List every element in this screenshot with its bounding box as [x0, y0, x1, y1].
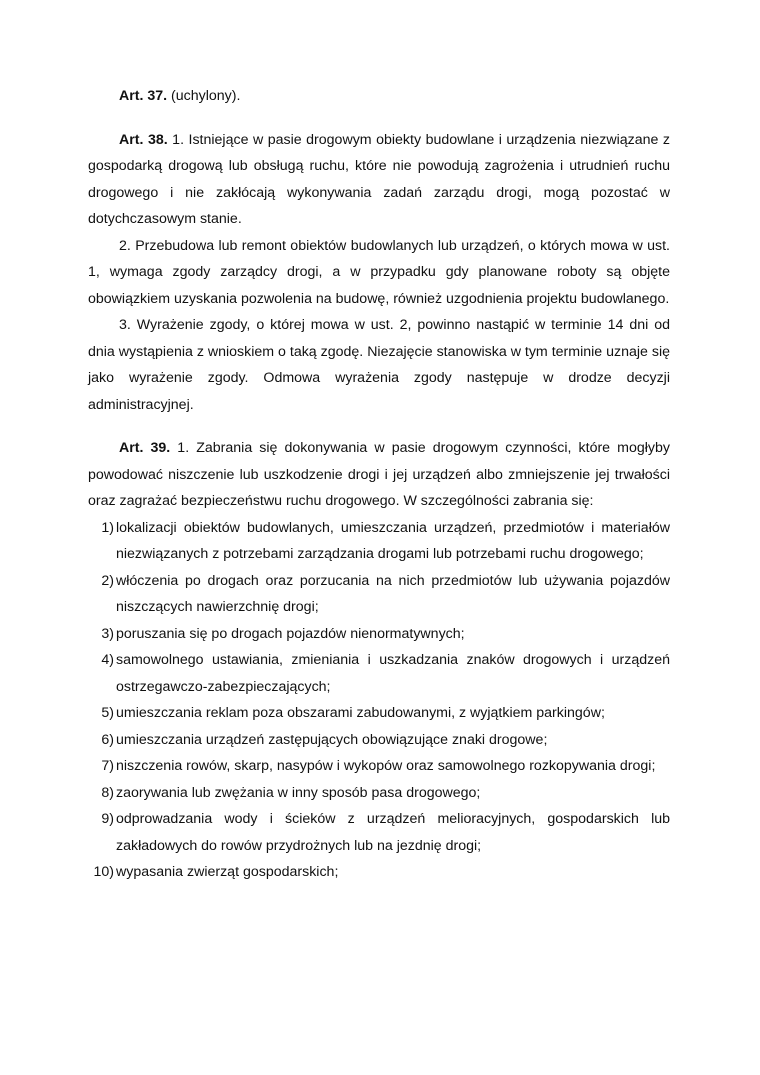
- list-item: [88, 700, 670, 727]
- list-item-text: poruszania się po drogach pojazdów nienormatywnych;: [116, 625, 465, 642]
- list-item-number: 1): [101, 519, 114, 536]
- list-item-text: lokalizacji obiektów budowlanych, umieszczania urządzeń, przedmiotów i materiałów niezwiązanych z potrzebami zarządzania drogami lub potrzebami ruchu drogowego;: [116, 519, 670, 562]
- spacer: [88, 418, 670, 435]
- art-39-par-1-text: 1. Zabrania się dokonywania w pasie drogowym czynności, które mogłyby powodować niszczenie lub uszkodzenie drogi i jej urządzeń albo zmniejszenie jej trwałości oraz zagrażać bezpieczeństwu ruchu drogowego. W szczególności zabrania się:: [88, 440, 670, 509]
- list-item-number: 4): [101, 652, 114, 668]
- art-38-par-1: [88, 127, 670, 233]
- list-item: [88, 515, 670, 568]
- spacer: [88, 110, 670, 127]
- list-item-number: 10): [93, 864, 114, 880]
- art-39-heading: Art. 39.: [119, 440, 171, 456]
- list-item: [88, 568, 670, 621]
- list-item-text: odprowadzania wody i ścieków z urządzeń melioracyjnych, gospodarskich lub zakładowych do rowów przydrożnych lub na jezdnię drogi;: [116, 811, 670, 854]
- art-39-par-1: [88, 435, 670, 515]
- art-38-par-3: 3. Wyrażenie zgody, o której mowa w ust. 2, powinno nastąpić w terminie 14 dni od dnia wystąpienia z wnioskiem o taką zgodę. Niezajęcie stanowiska w tym terminie uznaje się jako wyrażenie zgody. Odmowa wyrażenia zgody następuje w drodze decyzji administracyjnej.: [88, 317, 670, 413]
- list-item-number: 3): [101, 625, 114, 642]
- list-item-number: 7): [101, 758, 114, 774]
- art-38-heading: Art. 38.: [119, 131, 168, 148]
- art-39-prohibition-list: [88, 515, 670, 886]
- list-item: [88, 806, 670, 859]
- art-37-heading: Art. 37.: [119, 88, 168, 104]
- list-item-text: wypasania zwierząt gospodarskich;: [116, 864, 339, 880]
- list-item: [88, 621, 670, 648]
- list-item-text: umieszczania urządzeń zastępujących obowiązujące znaki drogowe;: [116, 731, 548, 748]
- document-page: [88, 83, 670, 886]
- art-37-text: (uchylony).: [167, 88, 241, 104]
- list-item: [88, 727, 670, 754]
- art-38-par-2: 2. Przebudowa lub remont obiektów budowlanych lub urządzeń, o których mowa w ust. 1, wymaga zgody zarządcy drogi, a w przypadku gdy planowane roboty są objęte obowiązkiem uzyskania pozwolenia na budowę, również uzgodnienia projektu budowlanego.: [88, 237, 670, 307]
- list-item-number: 2): [101, 572, 114, 589]
- list-item-text: samowolnego ustawiania, zmieniania i uszkadzania znaków drogowych i urządzeń ostrzegawczo-zabezpieczających;: [116, 652, 670, 695]
- list-item-text: zaorywania lub zwężania w inny sposób pasa drogowego;: [116, 784, 481, 801]
- list-item: [88, 753, 670, 780]
- list-item-number: 6): [101, 731, 114, 748]
- list-item-text: umieszczania reklam poza obszarami zabudowanymi, z wyjątkiem parkingów;: [116, 705, 605, 721]
- list-item: [88, 859, 670, 886]
- list-item: [88, 780, 670, 807]
- art-38-par-1-text: 1. Istniejące w pasie drogowym obiekty budowlane i urządzenia niezwiązane z gospodarką drogową lub obsługą ruchu, które nie powodują zagrożenia i utrudnień ruchu drogowego i nie zakłócają wykonywania zadań zarządu drogi, mogą pozostać w dotychczasowym stanie.: [88, 131, 670, 227]
- art-37: [88, 83, 670, 110]
- list-item-text: włóczenia po drogach oraz porzucania na nich przedmiotów lub używania pojazdów niszczących nawierzchnię drogi;: [116, 572, 670, 615]
- list-item-number: 9): [101, 811, 114, 827]
- list-item-number: 5): [101, 705, 114, 721]
- list-item-number: 8): [101, 784, 114, 801]
- list-item-text: niszczenia rowów, skarp, nasypów i wykopów oraz samowolnego rozkopywania drogi;: [116, 758, 656, 774]
- list-item: [88, 647, 670, 700]
